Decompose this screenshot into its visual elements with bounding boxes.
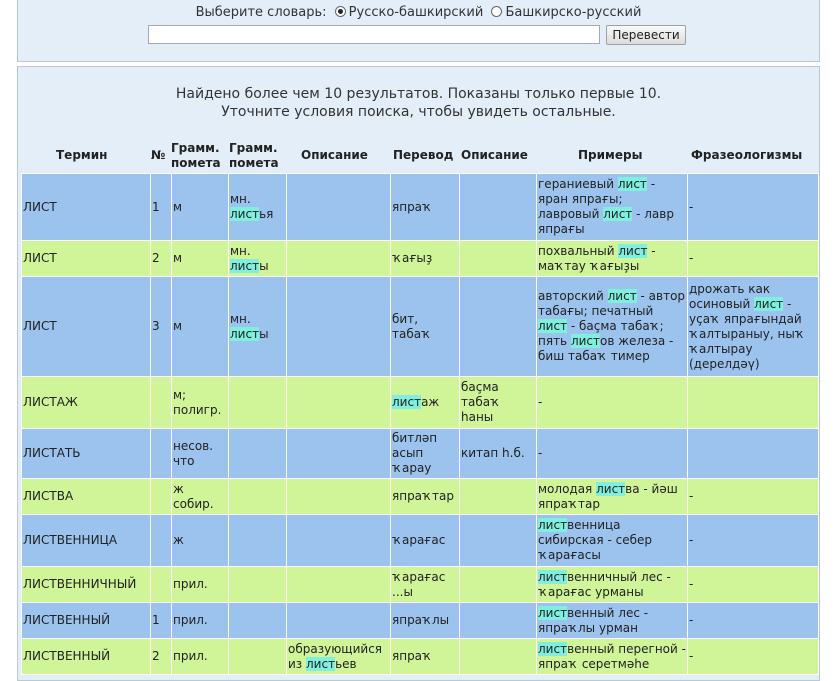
cell-phrases: - <box>688 241 819 277</box>
cell-gram1: прил. <box>172 603 229 639</box>
cell-term: ЛИСТВЕННИЧНЫЙ <box>22 567 151 603</box>
search-match-highlight: лист <box>754 296 784 311</box>
cell-gram2 <box>229 479 287 515</box>
cell-gram1: м; полигр. <box>172 377 229 429</box>
search-match-highlight: лист <box>570 334 601 348</box>
cell-gram1: м <box>172 241 229 277</box>
cell-num: 1 <box>151 174 172 241</box>
search-match-highlight: лист <box>618 243 648 258</box>
cell-desc2 <box>460 241 537 277</box>
cell-translation: бит, табаҡ <box>391 277 460 377</box>
cell-phrases: - <box>688 479 819 515</box>
search-match-highlight: лист <box>306 656 336 671</box>
search-match-highlight: лист <box>392 395 422 409</box>
choose-dictionary-label: Выберите словарь: <box>195 5 327 20</box>
search-match-highlight: лист <box>603 207 633 221</box>
cell-gram2 <box>229 603 287 639</box>
cell-term: ЛИСТ <box>22 241 151 277</box>
cell-phrases <box>688 429 819 479</box>
results-table <box>21 173 819 675</box>
cell-term: ЛИСТВЕННЫЙ <box>22 639 151 675</box>
cell-examples: похвальный лист - маҡтау ҡағыҙы <box>537 241 688 277</box>
results-message-line2: Уточните условия поиска, чтобы увидеть остальные. <box>221 104 616 120</box>
radio-russian-bashkir-label[interactable]: Русско-башкирский <box>348 5 484 20</box>
cell-gram2: мн. листы <box>229 277 287 377</box>
cell-desc2: китап һ.б. <box>460 429 537 479</box>
cell-num: 2 <box>151 241 172 277</box>
cell-translation: битләп асып ҡарау <box>391 429 460 479</box>
cell-phrases <box>688 377 819 429</box>
cell-num <box>151 479 172 515</box>
cell-gram1: ж <box>172 515 229 567</box>
radio-russian-bashkir[interactable] <box>335 6 346 17</box>
cell-gram1: ж собир. <box>172 479 229 515</box>
table-row <box>22 639 819 675</box>
cell-examples: - <box>537 377 688 429</box>
results-message <box>18 85 819 121</box>
cell-phrases: - <box>688 639 819 675</box>
cell-num: 2 <box>151 639 172 675</box>
cell-examples: лиственница сибирская - себер ҡарағасы <box>537 515 688 567</box>
cell-desc1 <box>287 515 391 567</box>
radio-bashkir-russian[interactable] <box>491 6 502 17</box>
cell-translation: япраҡлы <box>391 603 460 639</box>
cell-phrases: дрожать как осиновый лист - уҫаҡ япрағындай ҡалтыраныу, ныҡ ҡалтырау (дерелдәү) <box>688 277 819 377</box>
header-examples: Примеры <box>578 148 643 162</box>
cell-gram2 <box>229 515 287 567</box>
cell-translation: япраҡтар <box>391 479 460 515</box>
cell-term: ЛИСТВЕННИЦА <box>22 515 151 567</box>
cell-examples: - <box>537 429 688 479</box>
cell-desc1 <box>287 377 391 429</box>
search-match-highlight: лист <box>230 258 260 273</box>
cell-desc1 <box>287 277 391 377</box>
table-row <box>22 479 819 515</box>
cell-desc2 <box>460 603 537 639</box>
search-input[interactable] <box>148 25 600 44</box>
table-row <box>22 429 819 479</box>
search-match-highlight: лист <box>538 518 568 532</box>
cell-desc1 <box>287 241 391 277</box>
cell-gram1: прил. <box>172 639 229 675</box>
search-match-highlight: лист <box>607 289 637 303</box>
header-phraseologisms: Фразеологизмы <box>691 148 803 162</box>
search-match-highlight: лист <box>538 319 568 333</box>
cell-desc2 <box>460 515 537 567</box>
cell-desc1: образующийся из листьев <box>287 639 391 675</box>
cell-desc1 <box>287 603 391 639</box>
header-number: № <box>151 148 166 162</box>
header-description-2: Описание <box>461 148 528 162</box>
cell-desc2: баҫма табаҡ һаны <box>460 377 537 429</box>
cell-translation: листаж <box>391 377 460 429</box>
cell-num <box>151 429 172 479</box>
cell-num <box>151 377 172 429</box>
cell-desc2 <box>460 277 537 377</box>
search-match-highlight: лист <box>538 605 568 620</box>
cell-term: ЛИСТ <box>22 174 151 241</box>
cell-term: ЛИСТВЕННЫЙ <box>22 603 151 639</box>
cell-examples: авторский лист - автор табағы; печатный лист - баҫма табаҡ; пять листов железа - биш табаҡ тимер <box>537 277 688 377</box>
cell-num: 1 <box>151 603 172 639</box>
search-match-highlight: лист <box>230 207 260 221</box>
cell-gram2 <box>229 639 287 675</box>
dictionary-chooser <box>18 5 819 20</box>
cell-phrases: - <box>688 567 819 603</box>
table-row <box>22 174 819 241</box>
header-gram-1: Грамм. помета <box>171 141 221 170</box>
cell-translation: япраҡ <box>391 174 460 241</box>
search-match-highlight: лист <box>538 641 568 656</box>
cell-gram2: мн. листы <box>229 241 287 277</box>
cell-examples: лиственный перегной - япраҡ серетмәһе <box>537 639 688 675</box>
table-row <box>22 515 819 567</box>
cell-phrases: - <box>688 603 819 639</box>
cell-desc1 <box>287 567 391 603</box>
search-match-highlight: лист <box>230 326 260 341</box>
table-row <box>22 277 819 377</box>
cell-examples: лиственничный лес - ҡарағас урманы <box>537 567 688 603</box>
dictionary-search-panel <box>17 0 820 62</box>
cell-desc2 <box>460 174 537 241</box>
header-translation: Перевод <box>393 148 454 162</box>
results-panel <box>17 66 820 681</box>
cell-translation: ҡағыҙ <box>391 241 460 277</box>
cell-gram2 <box>229 429 287 479</box>
cell-gram1: несов. что <box>172 429 229 479</box>
cell-examples: лиственный лес - япраҡлы урман <box>537 603 688 639</box>
cell-desc1 <box>287 479 391 515</box>
search-match-highlight: лист <box>617 177 647 191</box>
cell-desc2 <box>460 639 537 675</box>
cell-term: ЛИСТАЖ <box>22 377 151 429</box>
cell-phrases: - <box>688 515 819 567</box>
cell-num <box>151 515 172 567</box>
cell-num: 3 <box>151 277 172 377</box>
table-row <box>22 567 819 603</box>
header-term: Термин <box>56 148 108 162</box>
translate-button[interactable]: Перевести <box>606 25 686 45</box>
table-row <box>22 377 819 429</box>
cell-translation: ҡарағас ...ы <box>391 567 460 603</box>
cell-translation: ҡарағас <box>391 515 460 567</box>
cell-term: ЛИСТ <box>22 277 151 377</box>
header-gram-2: Грамм. помета <box>229 141 279 170</box>
search-match-highlight: лист <box>596 481 626 496</box>
cell-term: ЛИСТАТЬ <box>22 429 151 479</box>
table-row <box>22 241 819 277</box>
cell-desc1 <box>287 174 391 241</box>
radio-bashkir-russian-label[interactable]: Башкирско-русский <box>505 5 642 20</box>
cell-desc2 <box>460 479 537 515</box>
cell-term: ЛИСТВА <box>22 479 151 515</box>
results-message-line1: Найдено более чем 10 результатов. Показаны только первые 10. <box>175 86 662 102</box>
cell-num <box>151 567 172 603</box>
table-row <box>22 603 819 639</box>
header-description-1: Описание <box>301 148 368 162</box>
cell-desc1 <box>287 429 391 479</box>
cell-gram1: м <box>172 277 229 377</box>
cell-examples: гераниевый лист - яран япрағы; лавровый лист - лавр япрағы <box>537 174 688 241</box>
cell-gram1: прил. <box>172 567 229 603</box>
cell-gram2: мн. листья <box>229 174 287 241</box>
cell-phrases: - <box>688 174 819 241</box>
cell-desc2 <box>460 567 537 603</box>
cell-gram1: м <box>172 174 229 241</box>
cell-examples: молодая листва - йәш япраҡтар <box>537 479 688 515</box>
cell-translation: япраҡ <box>391 639 460 675</box>
cell-gram2 <box>229 377 287 429</box>
cell-gram2 <box>229 567 287 603</box>
search-match-highlight: лист <box>538 569 568 584</box>
